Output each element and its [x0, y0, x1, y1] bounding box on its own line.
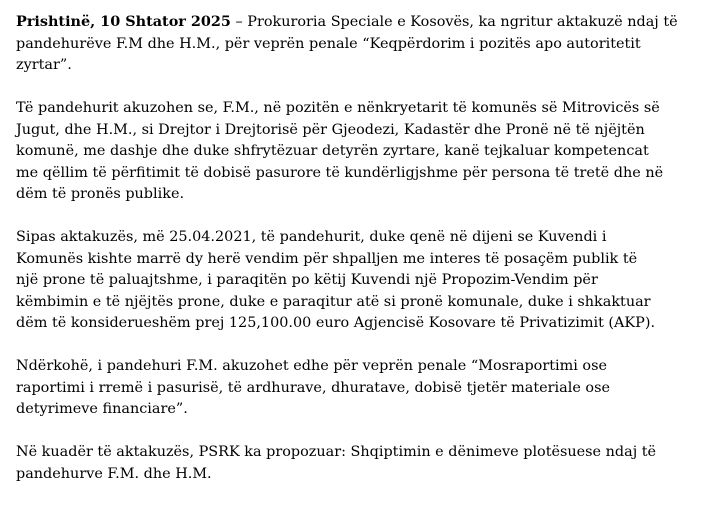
dateline: Prishtinë, 10 Shtator 2025	[16, 13, 231, 30]
text-line: Të pandehurit akuzohen se, F.M., në pozitën e nënkryetarit të komunës së Mitrovicës së	[16, 100, 660, 116]
text-line	[16, 11, 688, 34]
text-line: dëm të konsiderueshëm prej 125,100.00 euro Agjencisë Kosovare të Privatizimit (AKP).	[16, 315, 656, 331]
document-body	[16, 11, 688, 507]
paragraph-announcement	[16, 11, 688, 77]
text-line: dëm të pronës publike.	[16, 186, 185, 202]
text-line: me qëllim të përfitimit të dobisë pasurore të kundërligjshme për persona të tretë dhe në	[16, 164, 664, 181]
text-line: pandehurve F.M. dhe H.M.	[16, 465, 212, 482]
text-line: Ndërkohë, i pandehuri F.M. akuzohet edhe për veprën penale “Mosraportimi ose	[16, 358, 607, 374]
text-line: detyrimeve financiare”.	[16, 401, 188, 417]
text-line: këmbimin e të njëjtës prone, duke e paraqitur atë si pronë komunale, duke i shkaktuar	[16, 293, 651, 310]
text-line: zyrtar”.	[16, 57, 72, 73]
text-line: pandehurëve F.M dhe H.M., për veprën penale “Keqpërdorim i pozitës apo autoritetit	[16, 35, 641, 52]
paragraph-additional-charge	[16, 356, 688, 421]
paragraph-accusation	[16, 98, 688, 206]
text-line-content: – Prokuroria Speciale e Kosovës, ka ngritur aktakuzë ndaj të	[230, 14, 678, 30]
paragraph-proposal	[16, 442, 688, 485]
text-line: raportimi i rremë i pasurisë, të ardhurave, dhuratave, dobisë tjetër materiale ose	[16, 379, 610, 396]
text-line: Sipas aktakuzës, më 25.04.2021, të pandehurit, duke qenë në dijeni se Kuvendi i	[16, 229, 607, 245]
text-line: Komunës kishte marrë dy herë vendim për shpalljen me interes të posaçëm publik të	[16, 250, 638, 267]
text-line: një prone të paluajtshme, i paraqitën po këtij Kuvendi një Propozim-Vendim për	[16, 272, 598, 288]
text-line: Në kuadër të aktakuzës, PSRK ka propozuar: Shqiptimin e dënimeve plotësuese ndaj të	[16, 444, 657, 460]
text-line: Jugut, dhe H.M., si Drejtor i Drejtorisë për Gjeodezi, Kadastër dhe Pronë në të njëjtën	[16, 121, 645, 138]
text-line: komunë, me dashje dhe duke shfrytëzuar detyrën zyrtare, kanë tejkaluar kompetencat	[16, 143, 649, 159]
paragraph-indictment-details	[16, 227, 688, 335]
